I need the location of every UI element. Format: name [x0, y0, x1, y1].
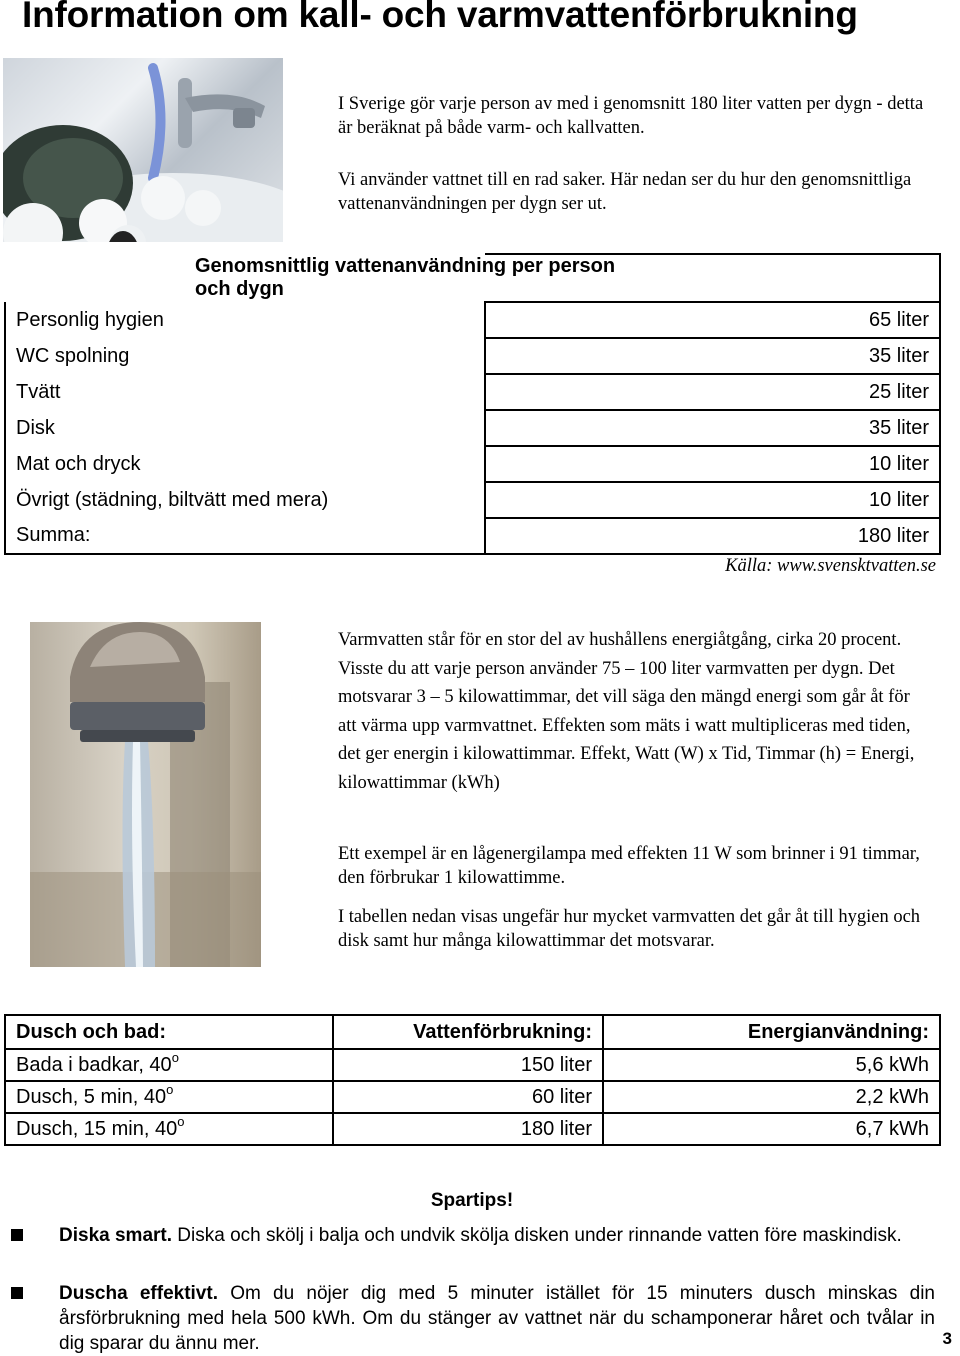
activity-text: Dusch, 5 min, 40 — [16, 1085, 167, 1108]
table-row — [5, 446, 940, 482]
bullet-icon — [11, 1229, 23, 1241]
running-faucet-photo — [30, 622, 261, 967]
hot-water-paragraph-3: I tabellen nedan visas ungefär hur mycket varmvatten det går åt till hygien och disk samt hur många kilowattimmar det motsvarar. — [338, 907, 921, 951]
water-cell: 180 liter — [333, 1113, 603, 1145]
usage-label: WC spolning — [5, 338, 485, 374]
column-header-water: Vattenförbrukning: — [333, 1015, 603, 1049]
dishwashing-sink-photo — [3, 58, 283, 242]
usage-label: Tvätt — [5, 374, 485, 410]
tip-item — [59, 1223, 935, 1248]
page-number: 3 — [942, 1329, 952, 1348]
page-title: Information om kall- och varmvattenförbrukning — [22, 0, 858, 35]
activity-cell — [5, 1081, 333, 1113]
table-row — [5, 338, 940, 374]
table-row — [5, 374, 940, 410]
tip-item — [59, 1281, 935, 1356]
bullet-icon — [11, 1287, 23, 1299]
degree-symbol: o — [166, 1081, 174, 1097]
table-row — [5, 302, 940, 338]
source-citation: Källa: www.svensktvatten.se — [725, 556, 936, 576]
water-cell: 150 liter — [333, 1049, 603, 1081]
usage-value: 35 liter — [485, 338, 940, 374]
table-row — [5, 518, 940, 554]
energy-cell: 6,7 kWh — [603, 1113, 940, 1145]
usage-label: Summa: — [5, 518, 485, 554]
usage-value: 10 liter — [485, 482, 940, 518]
hot-water-paragraph-1: Varmvatten står för en stor del av hushållens energiåtgång, cirka 20 procent. Visste du att varje person använder 75 – 100 liter varmvatten per dygn. Det motsvarar 3 – 5 kilowattimmar, det vill säga den mängd energi som går åt för att värma upp varmvattnet. Effekten som mäts i watt multipliceras med tiden, det ger energin i kilowattimmar. Effekt, Watt (W) x Tid, Timmar (h) = Energi, kilowattimmar (kWh) — [338, 630, 915, 793]
tip-bold: Diska smart. — [59, 1225, 173, 1246]
water-cell: 60 liter — [333, 1081, 603, 1113]
column-header-activity: Dusch och bad: — [5, 1015, 333, 1049]
activity-text: Bada i badkar, 40 — [16, 1053, 172, 1076]
usage-value: 65 liter — [485, 302, 940, 338]
faucet-illustration — [30, 622, 261, 967]
usage-table-header — [195, 254, 940, 302]
table-row — [5, 1049, 940, 1081]
usage-value: 25 liter — [485, 374, 940, 410]
tip-bold: Duscha effektivt. — [59, 1283, 218, 1304]
activity-cell — [5, 1049, 333, 1081]
energy-cell: 2,2 kWh — [603, 1081, 940, 1113]
activity-cell — [5, 1113, 333, 1145]
usage-value: 10 liter — [485, 446, 940, 482]
tip-text: Om du nöjer dig med 5 minuter istället för 15 minuters dusch minskas din årsförbrukning med hela 500 kWh. Om du stänger av vattnet när du schamponerar håret och tvålar in dig sparar du ännu mer. — [59, 1283, 935, 1354]
usage-label: Mat och dryck — [5, 446, 485, 482]
usage-label: Övrigt (städning, biltvätt med mera) — [5, 482, 485, 518]
column-header-energy: Energianvändning: — [603, 1015, 940, 1049]
shower-bath-table — [4, 1014, 941, 1146]
degree-symbol: o — [177, 1113, 185, 1129]
table-header-row — [5, 1015, 940, 1049]
intro-paragraph-2: Vi använder vattnet till en rad saker. Här nedan ser du hur den genomsnittliga vattenanvändningen per dygn ser ut. — [338, 170, 912, 214]
usage-label: Personlig hygien — [5, 302, 485, 338]
table-row — [5, 482, 940, 518]
intro-paragraph-1: I Sverige gör varje person av med i genomsnitt 180 liter vatten per dygn - detta är beräknat på både varm- och kallvatten. — [338, 94, 924, 138]
degree-symbol: o — [171, 1049, 179, 1065]
usage-label: Disk — [5, 410, 485, 446]
activity-text: Dusch, 15 min, 40 — [16, 1117, 178, 1140]
table-row — [5, 1113, 940, 1145]
usage-value: 180 liter — [485, 518, 940, 554]
tips-heading: Spartips! — [430, 1190, 514, 1211]
sink-illustration — [3, 58, 283, 242]
usage-table-header-text: Genomsnittlig vattenanvändning per person och dygn — [195, 255, 616, 300]
energy-cell: 5,6 kWh — [603, 1049, 940, 1081]
water-usage-table — [4, 253, 941, 555]
table-row — [5, 1081, 940, 1113]
hot-water-paragraph-2: Ett exempel är en lågenergilampa med effekten 11 W som brinner i 91 timmar, den förbrukar 1 kilowattimme. — [338, 844, 920, 888]
tip-text: Diska och skölj i balja och undvik skölja disken under rinnande vatten före maskindisk. — [172, 1225, 902, 1246]
usage-value: 35 liter — [485, 410, 940, 446]
table-row — [5, 410, 940, 446]
